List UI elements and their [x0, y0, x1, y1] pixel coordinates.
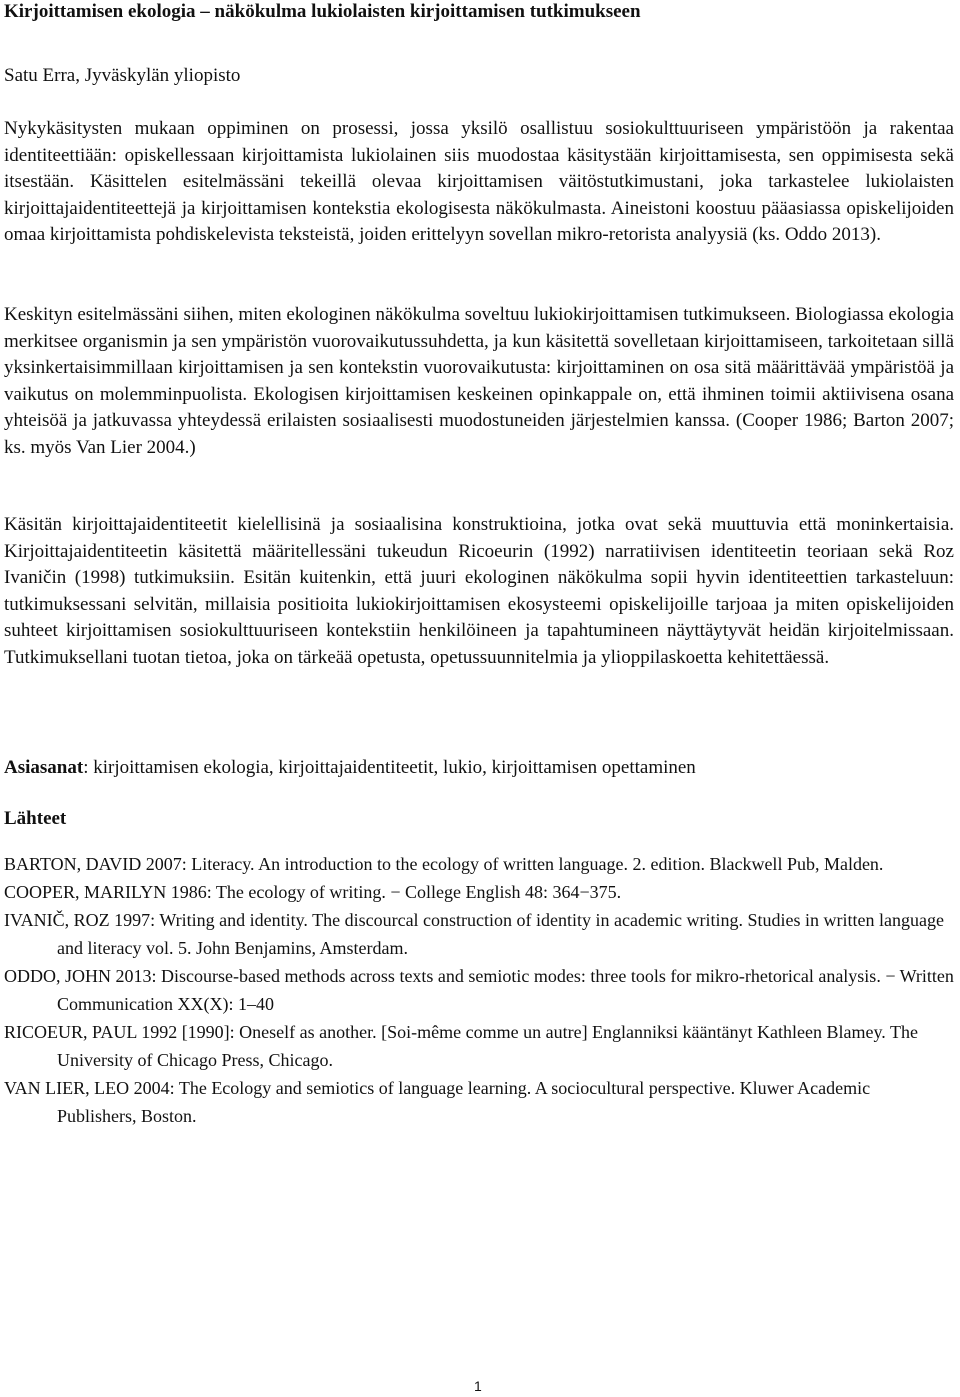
author-line: Satu Erra, Jyväskylän yliopisto [4, 65, 241, 86]
keywords-label: Asiasanat [4, 757, 84, 778]
reference-item: BARTON, DAVID 2007: Literacy. An introduction to the ecology of written language. 2. edition. Blackwell Pub, Malden. [4, 854, 884, 874]
document-title: Kirjoittamisen ekologia – näkökulma lukiolaisten kirjoittamisen tutkimukseen [4, 1, 641, 22]
reference-item: COOPER, MARILYN 1986: The ecology of writing. − College English 48: 364−375. [4, 882, 622, 902]
keywords-text: : kirjoittamisen ekologia, kirjoittajaidentiteetit, lukio, kirjoittamisen opettaminen [83, 757, 696, 778]
reference-item: VAN LIER, LEO 2004: The Ecology and semiotics of language learning. A sociocultural perspective. Kluwer Academic Publishers, Boston. [4, 1078, 871, 1126]
page-number: 1 [474, 1378, 482, 1394]
reference-item: ODDO, JOHN 2013: Discourse-based methods across texts and semiotic modes: three tools for mikro-rhetorical analysis. − Written Communication XX(X): 1–40 [4, 966, 954, 1014]
body-paragraph: Käsitän kirjoittajaidentiteetit kielellisinä ja sosiaalisina konstruktioina, jotka ovat sekä muuttuvia että moninkertaisia. Kirjoittajaidentiteetin käsitettä määritellessäni tukeudun Ricoeurin (1992) narratiivisen identiteetin teoriaan sekä Roz Ivaničin (1998) tutkimuksiin. Esitän kuitenkin, että juuri ekologinen näkökulma sopii hyvin identiteettien tarkasteluun: tutkimuksessani selvitän, millaisia positioita lukiokirjoittamisen ekosysteemi opiskelijoille tarjoaa ja miten opiskelijoiden suhteet kirjoittamisen sosiokulttuuriseen kontekstiin henkilöineen ja tapahtumineen näyttäytyvät heidän kirjoitelmissaan. Tutkimuksellani tuotan tietoa, joka on tärkeää opetusta, opetussuunnitelmia ja ylioppilaskoetta kehitettäessä. [4, 514, 954, 668]
reference-item: IVANIČ, ROZ 1997: Writing and identity. The discourcal construction of identity in academic writing. Studies in written language and literacy vol. 5. John Benjamins, Amsterdam. [4, 910, 944, 958]
body-paragraph: Nykykäsitysten mukaan oppiminen on prosessi, jossa yksilö osallistuu sosiokulttuuriseen ympäristöön ja rakentaa identiteettiään: opiskellessaan kirjoittamista lukiolainen siis muodostaa käsitystään kirjoittamisesta, sen oppimisesta sekä itsestään. Käsittelen esitelmässäni tekeillä olevaa kirjoittamisen väitöstutkimustani, joka tarkastelee lukiolaisten kirjoittajaidentiteettejä ja kirjoittamisen kontekstia ekologisesta näkökulmasta. Aineistoni koostuu pääasiassa opiskelijoiden omaa kirjoittamista pohdiskelevista teksteistä, joiden erittelyyn sovellan mikro-retorista analyysiä (ks. Oddo 2013). [4, 118, 954, 245]
references-list [4, 850, 954, 1130]
references-heading: Lähteet [4, 808, 67, 829]
reference-item: RICOEUR, PAUL 1992 [1990]: Oneself as another. [Soi-même comme un autre] Englanniksi kääntänyt Kathleen Blamey. The University of Chicago Press, Chicago. [4, 1022, 918, 1070]
body-paragraph: Keskityn esitelmässäni siihen, miten ekologinen näkökulma soveltuu lukiokirjoittamisen tutkimukseen. Biologiassa ekologia merkitsee organismin ja sen ympäristön vuorovaikutussuhdetta, ja kun käsitettä sovelletaan kirjoittamiseen, tarkoitetaan sillä yksinkertaisimmillaan kirjoittamisen ja sen kontekstin vuorovaikutusta: kirjoittaminen on osa sitä määrittävää ympäristöä ja vaikutus on molemminpuolista. Ekologisen kirjoittamisen keskeinen opinkappale on, että ihminen toimii aktiivisena osana yhteisöä ja jatkuvassa yhteydessä erilaisten sosiaalisesti muodostuneiden järjestelmien kanssa. (Cooper 1986; Barton 2007; ks. myös Van Lier 2004.) [4, 304, 954, 458]
keywords-line [4, 755, 954, 781]
